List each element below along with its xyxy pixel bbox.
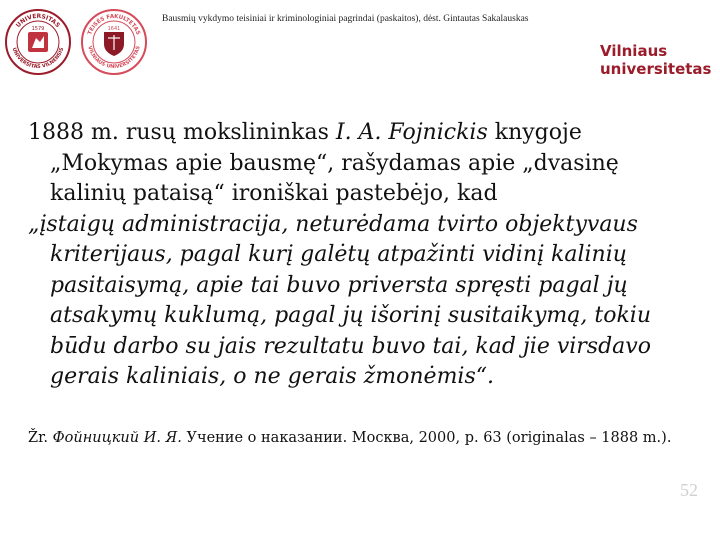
course-title: Bausmių vykdymo teisiniai ir kriminologiniai pagrindai (paskaitos), dėst. Gintautas Sakalauskas [162,14,529,24]
svg-text:UNIVERSITAS: UNIVERSITAS [14,12,62,30]
quote-paragraph: „įstaigų administracija, neturėdama tvirto objektyvaus kriterijaus, pagal kurį galėtų atpažinti vidinį kalinių pasitaisymą, apie tai buvo priversta spręsti pagal jų atsakymų kuklumą, pagal jų išorinį susitaikymą, tokiu būdu darbo su jais rezultatu buvo tai, kad jie virsdavo gerais kaliniais, o ne gerais žmonėmis“. [28,211,652,389]
author-name: I. A. Fojnickis [335,120,488,145]
intro-text-a: 1888 m. rusų mokslininkas [28,120,336,145]
svg-text:VILNIAUS UNIVERSITETAS: VILNIAUS UNIVERSITETAS [86,45,142,71]
intro-paragraph [28,118,700,210]
svg-text:UNIVERSITAS VILNENSIS: UNIVERSITAS VILNENSIS [10,46,66,71]
wordmark-line-1: Vilniaus [600,42,668,60]
svg-text:1579: 1579 [31,26,45,32]
page-number: 52 [680,480,698,500]
law-faculty-seal [80,8,148,76]
reference-author: Фойницкий И. Я. [52,430,182,446]
wordmark-line-2: universitetas [600,60,712,78]
intro-text-b: knygoje „Mokymas apie bausmę“, rašydamas apie „dvasinę kalinių pataisą“ ironiškai pastebėjo, kad [50,120,619,206]
reference-prefix: Žr. [28,430,53,446]
vilnius-university-seal [4,8,72,76]
university-wordmark [600,42,711,78]
reference-rest: Учение о наказании. Москва, 2000, p. 63 (originalas – 1888 m.). [181,430,672,446]
reference-line [28,428,708,448]
svg-text:1641: 1641 [107,26,121,32]
slide-body [28,118,700,393]
svg-text:TEISĖS FAKULTETAS: TEISĖS FAKULTETAS [87,13,141,36]
